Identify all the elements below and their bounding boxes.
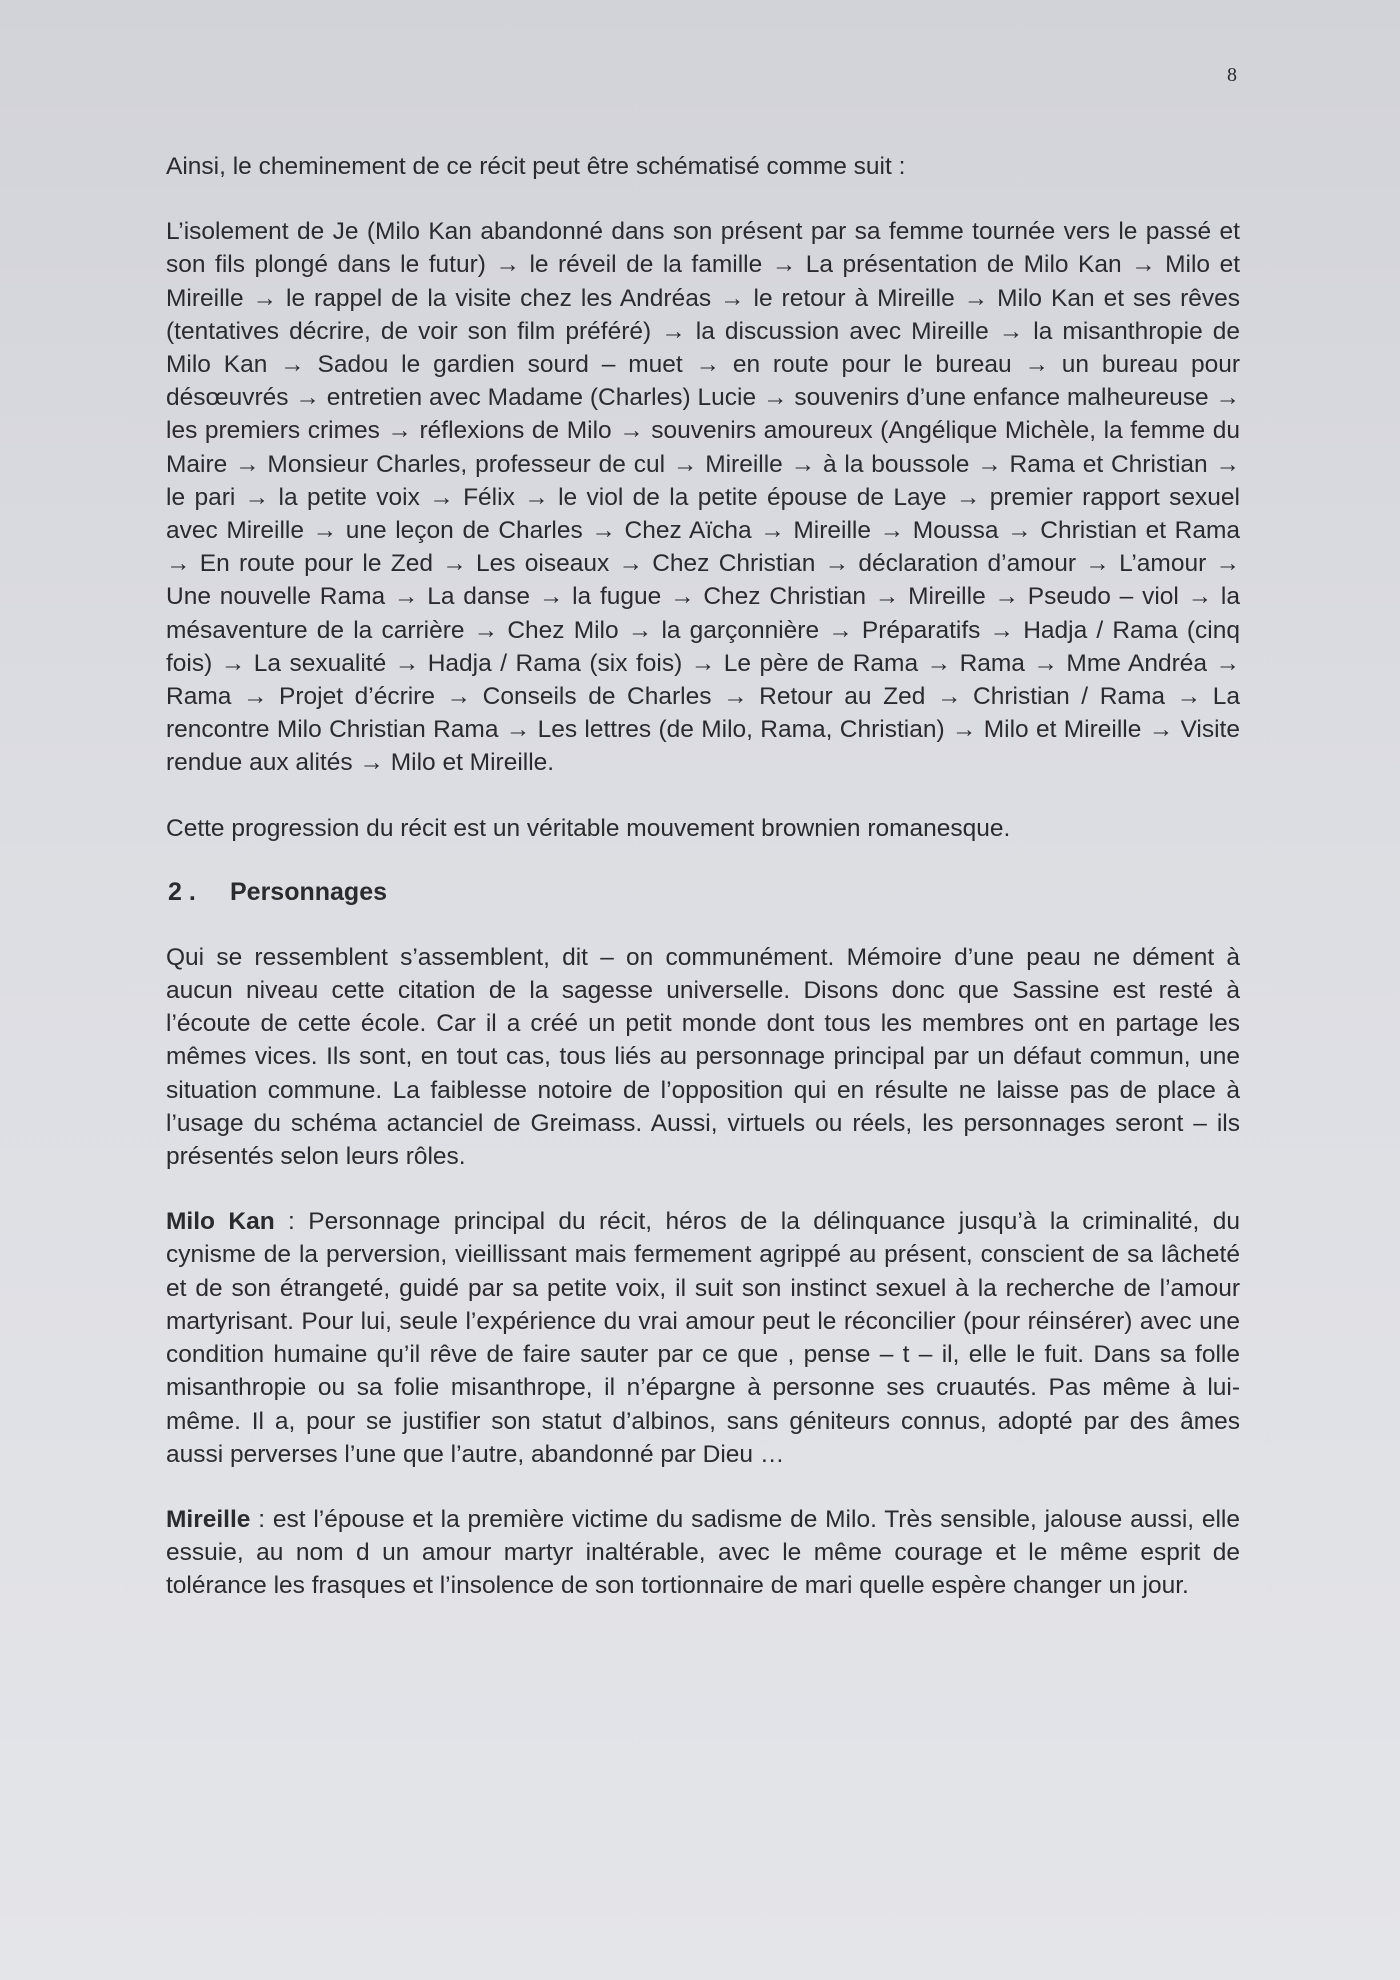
section-number: 2 . — [168, 877, 196, 906]
section-heading — [168, 875, 1240, 909]
section-title: Personnages — [230, 877, 388, 906]
character-separator: : — [274, 1208, 309, 1236]
character-name: Milo Kan — [166, 1208, 275, 1236]
page-body — [166, 150, 1240, 1603]
page-number: 8 — [1227, 64, 1237, 86]
narrative-schema-paragraph: L’isolement de Je (Milo Kan abandonné dans son présent par sa femme tournée vers le passé et son fils plongé dans le futur) → le réveil de la famille → La présentation de Milo Kan → Milo et Mireille → le rappel de la visite chez les Andréas → le retour à Mireille → Milo Kan et ses rêves (tentatives décrire, de voir son film préféré) → la discussion avec Mireille → la misanthropie de Milo Kan → Sadou le gardien sourd – muet → en route pour le bureau → un bureau pour désœuvrés → entretien avec Madame (Charles) Lucie → souvenirs d’une enfance malheureuse → les premiers crimes → réflexions de Milo → souvenirs amoureux (Angélique Michèle, la femme du Maire → Monsieur Charles, professeur de cul → Mireille → à la boussole → Rama et Christian → le pari → la petite voix → Félix → le viol de la petite épouse de Laye → premier rapport sexuel avec Mireille → une leçon de Charles → Chez Aïcha → Mireille → Moussa → Christian et Rama → En route pour le Zed → Les oiseaux → Chez Christian → déclaration d’amour → L’amour → Une nouvelle Rama → La danse → la fugue → Chez Christian → Mireille → Pseudo – viol → la mésaventure de la carrière → Chez Milo → la garçonnière → Préparatifs → Hadja / Rama (cinq fois) → La sexualité → Hadja / Rama (six fois) → Le père de Rama → Rama → Mme Andréa → Rama → Projet d’écrire → Conseils de Charles → Retour au Zed → Christian / Rama → La rencontre Milo Christian Rama → Les lettres (de Milo, Rama, Christian) → Milo et Mireille → Visite rendue aux alités → Milo et Mireille. — [166, 218, 1240, 777]
character-description: Personnage principal du récit, héros de la délinquance jusqu’à la criminalité, du cynisme de la perversion, vieillissant mais fermement agrippé au présent, conscient de sa lâcheté et de son étrangeté, guidé par sa petite voix, il suit son instinct sexuel à la recherche de l’amour martyrisant. Pour lui, seule l’expérience du vrai amour peut le réconcilier (pour réinsérer) avec une condition humaine qu’il rêve de faire sauter par ce que , pense – t – il, elle le fuit. Dans sa folle misanthropie ou sa folie misanthrope, il n’épargne à personne ses cruautés. Pas même à lui-même. Il a, pour se justifier son statut d’albinos, sans géniteurs connus, adopté par des âmes aussi perverses l’une que l’autre, abandonné par Dieu … — [166, 1208, 1240, 1468]
character-entry-milo-kan — [166, 1205, 1240, 1471]
personnages-intro-paragraph: Qui se ressemblent s’assemblent, dit – on communément. Mémoire d’une peau ne dément à aucun niveau cette citation de la sagesse universelle. Disons donc que Sassine est resté à l’écoute de cette école. Car il a créé un petit monde dont tous les membres ont en partage les mêmes vices. Ils sont, en tout cas, tous liés au personnage principal par un défaut commun, une situation commune. La faiblesse notoire de l’opposition qui en résulte ne laisse pas de place à l’usage du schéma actanciel de Greimass. Aussi, virtuels ou réels, les personnages seront – ils présentés selon leurs rôles. — [166, 943, 1240, 1171]
character-separator: : — [250, 1505, 273, 1533]
progression-paragraph: Cette progression du récit est un véritable mouvement brownien romanesque. — [166, 814, 1011, 842]
character-name: Mireille — [166, 1505, 251, 1533]
character-description: est l’épouse et la première victime du sadisme de Milo. Très sensible, jalouse aussi, elle essuie, au nom d un amour martyr inaltérable, avec le même courage et le même esprit de tolérance les frasques et l’insolence de son tortionnaire de mari quelle espère changer un jour. — [166, 1505, 1241, 1600]
character-entry-mireille — [166, 1503, 1240, 1603]
intro-paragraph: Ainsi, le cheminement de ce récit peut être schématisé comme suit : — [166, 153, 906, 180]
